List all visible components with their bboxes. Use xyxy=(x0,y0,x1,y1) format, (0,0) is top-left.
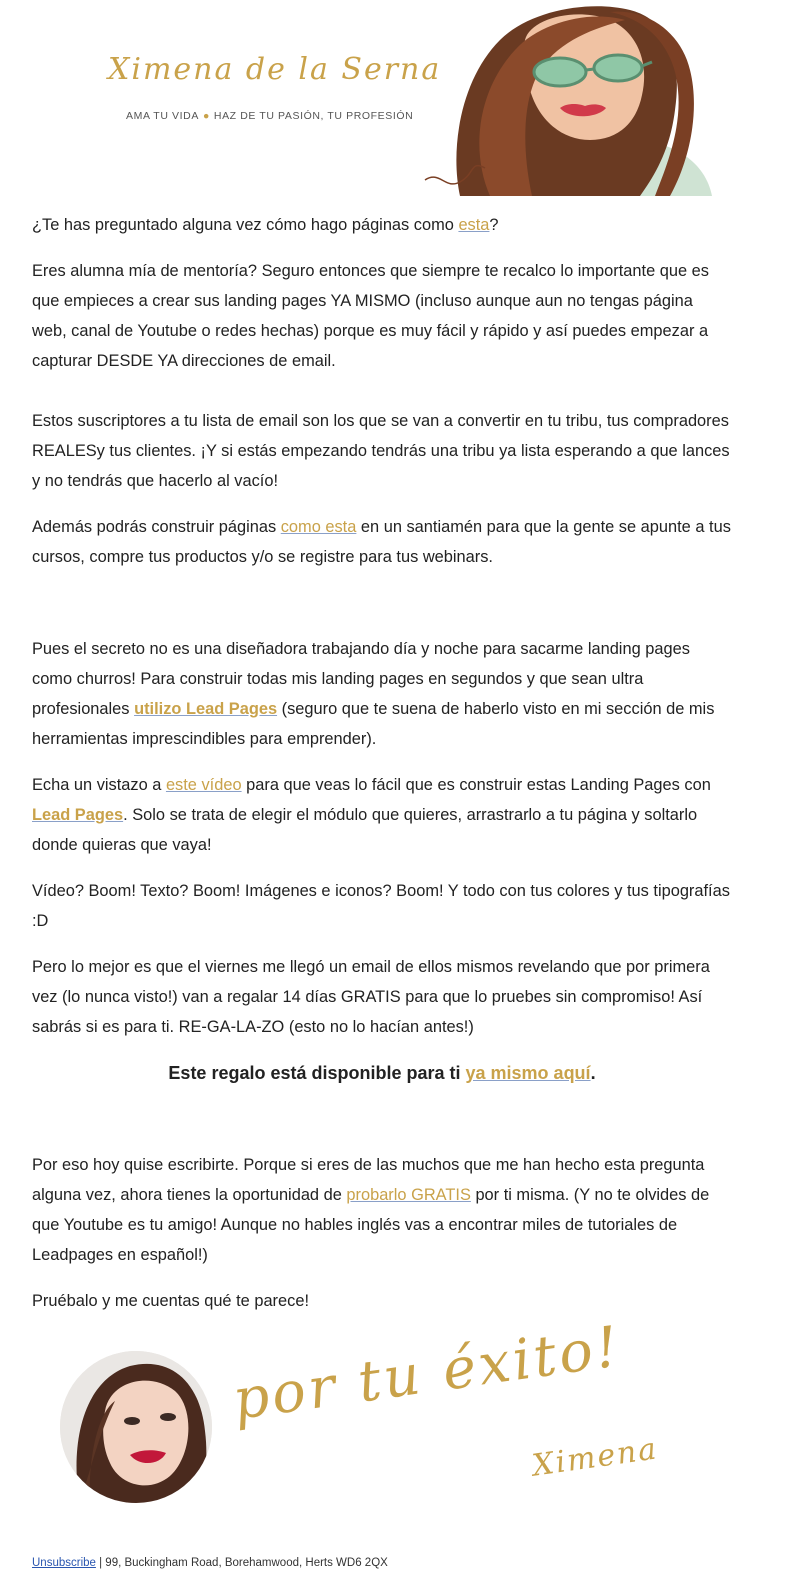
link-probarlo-gratis[interactable]: probarlo GRATIS xyxy=(346,1186,471,1204)
signature-name: Ximena xyxy=(530,1431,661,1484)
text: . xyxy=(590,1063,596,1083)
email-body xyxy=(32,210,732,1332)
text: Además podrás construir páginas xyxy=(32,518,281,536)
email-footer xyxy=(32,1557,388,1569)
link-como-esta[interactable]: como esta xyxy=(280,518,357,536)
link-este-video[interactable]: este vídeo xyxy=(165,776,242,794)
link-esta[interactable]: esta xyxy=(458,216,490,234)
text: por ti misma. (Y no te olvides de que Youtube es tu amigo! Aunque no hables inglés vas a encontrar miles de tutoriales de Leadpages en español!) xyxy=(32,1186,710,1264)
link-utilizo-lead-pages[interactable]: utilizo Lead Pages xyxy=(134,700,278,718)
link-ya-mismo-aqui[interactable]: ya mismo aquí xyxy=(465,1063,591,1083)
paragraph-construir xyxy=(32,512,732,572)
signature-text: por tu éxito! xyxy=(228,1314,626,1433)
text: en un santiamén para que la gente se apunte a tus cursos, compre tus productos y/o se registre para tus webinars. xyxy=(32,518,731,566)
tagline-left: AMA TU VIDA xyxy=(126,110,199,122)
avatar-photo xyxy=(60,1351,212,1503)
paragraph-pruebalo: Pruébalo y me cuentas qué te parece! xyxy=(32,1292,309,1310)
link-lead-pages[interactable]: Lead Pages xyxy=(32,806,124,824)
signature-block xyxy=(0,1314,786,1508)
text: ¿Te has preguntado alguna vez cómo hago páginas como xyxy=(32,216,459,234)
paragraph-gratis: Pero lo mejor es que el viernes me llegó un email de ellos mismos revelando que por primera vez (lo nunca visto!) van a regalar 14 días GRATIS para que lo pruebes sin compromiso! Así sabrás si es para ti. RE-GA-LA-ZO (esto no lo hacían antes!) xyxy=(32,958,710,1036)
paragraph-secreto xyxy=(32,634,732,754)
unsubscribe-link[interactable]: Unsubscribe xyxy=(32,1557,96,1569)
paragraph-boom: Vídeo? Boom! Texto? Boom! Imágenes e iconos? Boom! Y todo con tus colores y tus tipografías :D xyxy=(32,882,730,930)
avatar xyxy=(60,1351,212,1503)
text: Por eso hoy quise escribirte. Porque si eres de las muchos que me han hecho esta pregunta alguna vez, ahora tienes la oportunidad de xyxy=(32,1156,705,1204)
brand-name: Ximena de la Serna xyxy=(108,52,442,87)
tagline-right: HAZ DE TU PASIÓN, TU PROFESIÓN xyxy=(213,110,414,122)
text: ? xyxy=(489,216,499,234)
text: . Solo se trata de elegir el módulo que quieres, arrastrarlo a tu página y soltarlo donde quieras que vaya! xyxy=(32,806,698,854)
highlight-regalo xyxy=(32,1058,732,1088)
paragraph-mentoria: Eres alumna mía de mentoría? Seguro entonces que siempre te recalco lo importante que es que empieces a crear sus landing pages YA MISMO (incluso aunque aun no tengas página web, canal de Youtube o redes hechas) porque es muy fácil y rápido y así puedes empezar a capturar DESDE YA direcciones de email. xyxy=(32,262,709,370)
paragraph-suscriptores: Estos suscriptores a tu lista de email son los que se van a convertir en tu tribu, tus compradores REALESy tus clientes. ¡Y si estás empezando tendrás una tribu ya lista esperando a que lances y no tendrás que hacerlo al vacío! xyxy=(32,412,730,490)
tagline xyxy=(126,110,413,122)
footer-address: | 99, Buckingham Road, Borehamwood, Herts WD6 2QX xyxy=(95,1557,388,1569)
text: Pues el secreto no es una diseñadora trabajando día y noche para sacarme landing pages como churros! Para construir todas mis landing pages en segundos y que sean ultra profesionales xyxy=(32,640,690,718)
header-portrait-illustration xyxy=(420,0,720,196)
paragraph-intro xyxy=(32,210,732,240)
paragraph-video xyxy=(32,770,732,860)
paragraph-escribirte xyxy=(32,1150,732,1270)
text: para que veas lo fácil que es construir estas Landing Pages con xyxy=(241,776,711,794)
email-header xyxy=(0,0,786,196)
tagline-separator: ● xyxy=(202,110,210,122)
text: (seguro que te suena de haberlo visto en mi sección de mis herramientas imprescindibles para emprender). xyxy=(32,700,715,748)
text: Echa un vistazo a xyxy=(32,776,166,794)
text: Este regalo está disponible para ti xyxy=(168,1063,466,1083)
